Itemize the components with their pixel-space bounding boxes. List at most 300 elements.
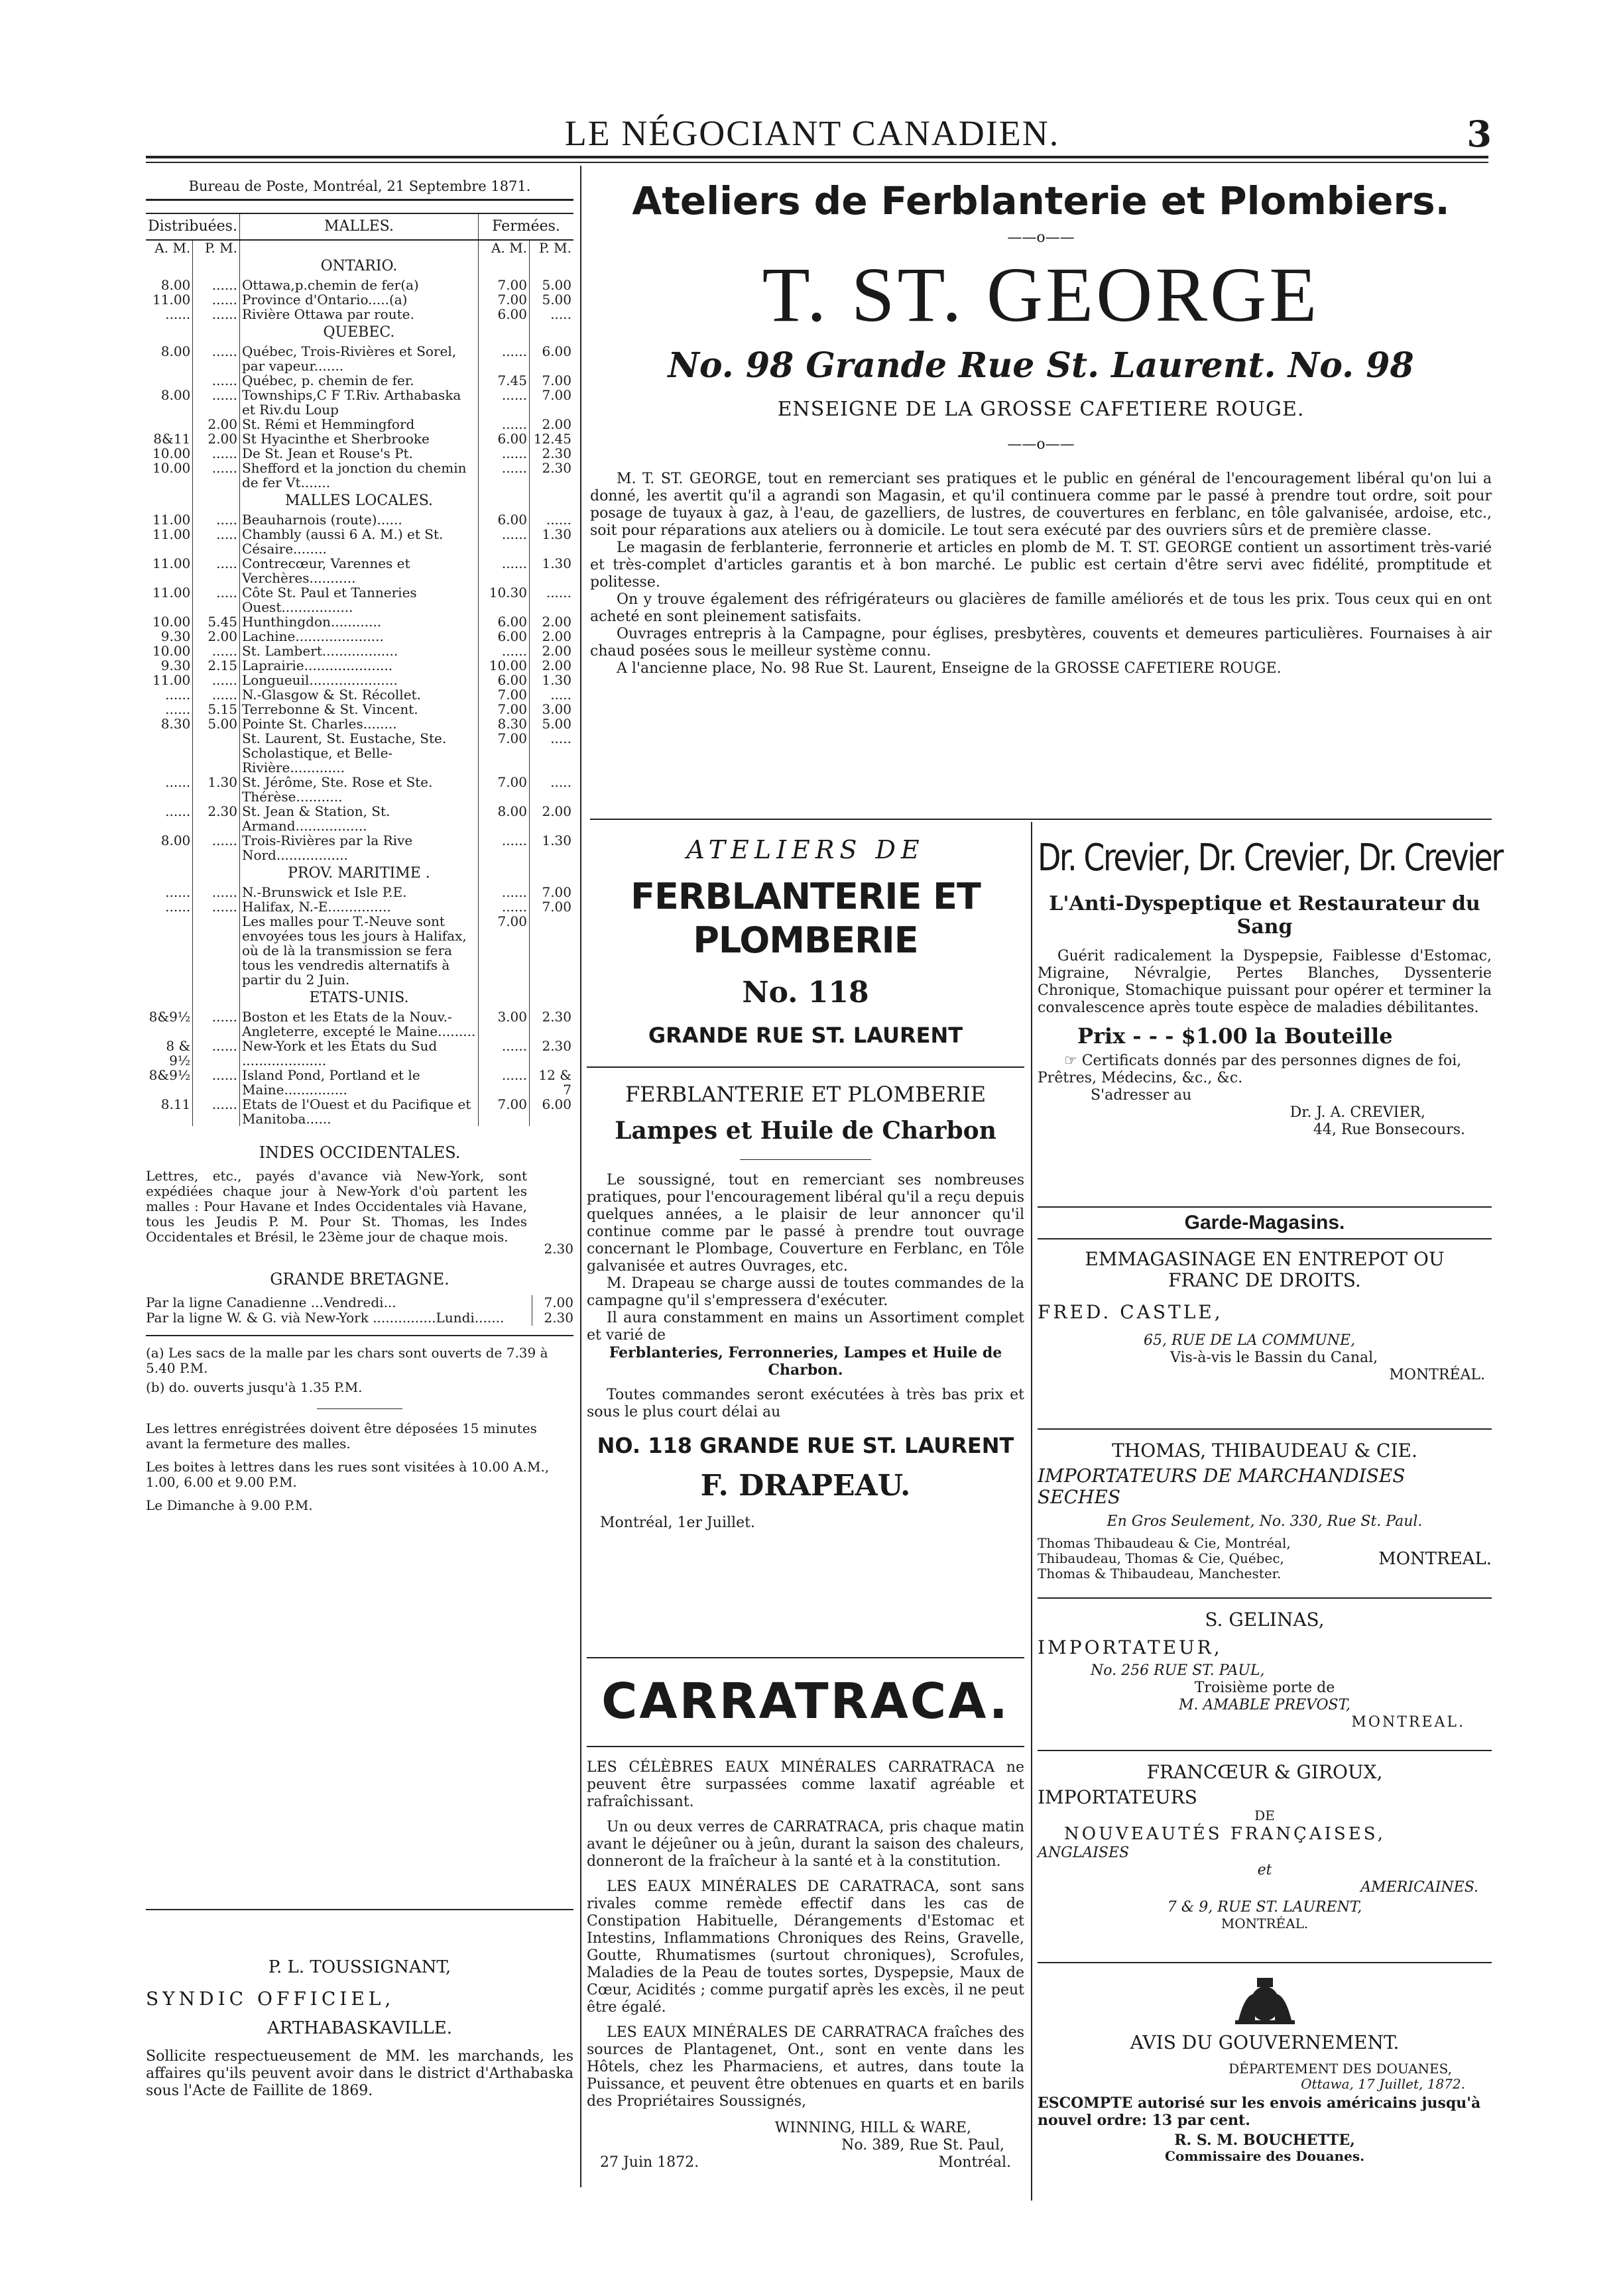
mail-row (146, 1009, 573, 1039)
distrib-am: ...... (146, 687, 193, 702)
gelinas-ad (1038, 1597, 1492, 1731)
mail-row (146, 1039, 573, 1068)
distrib-pm: ...... (193, 278, 240, 292)
st-george-sign: ENSEIGNE DE LA GROSSE CAFETIERE ROUGE. (777, 398, 1305, 421)
distrib-pm: ...... (193, 644, 240, 658)
close-am: ...... (479, 644, 530, 658)
mail-row (146, 292, 573, 307)
st-george-p2: Le magasin de ferblanterie, ferronnerie et articles en plomb de M. T. ST. GEORGE contient un assortiment très-varié et très-complet d'articles garantis et à bon marché. Le public est certain d'être servi avec fidélité, promptitude et politesse. (590, 540, 1492, 591)
distrib-am: 8&9½ (146, 1009, 193, 1039)
dash: ——o—— (1007, 229, 1075, 246)
avis-place: Ottawa, 17 Juillet, 1872. (1301, 2076, 1465, 2092)
gelinas-address: No. 256 RUE ST. PAUL, (1091, 1662, 1265, 1679)
thibaudeau-l2: Thibaudeau, Thomas & Cie, Québec, (1038, 1550, 1284, 1566)
close-am: ...... (479, 344, 530, 373)
distrib-pm (193, 731, 240, 775)
close-am: ...... (479, 885, 530, 899)
gb-close: 2.30 (544, 1310, 573, 1326)
close-pm: 2.00 (542, 416, 571, 432)
distrib-pm: 2.00 (193, 417, 240, 431)
mail-destination: Island Pond, Portland et le Maine............... (239, 1068, 478, 1097)
mail-row (146, 344, 573, 373)
distrib-am: 11.00 (146, 292, 193, 307)
gb-title: GRANDE BRETAGNE. (270, 1270, 450, 1289)
indes-close: 2.30 (544, 1241, 573, 1257)
mail-row (146, 804, 573, 833)
gelinas-title: IMPORTATEUR, (1038, 1636, 1223, 1658)
close-am: 7.00 (479, 702, 530, 717)
drapeau-number: No. 118 (742, 976, 869, 1009)
distrib-am: 11.00 (146, 556, 193, 585)
close-pm: 7.00 (542, 373, 571, 388)
thibaudeau-l3: Thomas & Thibaudeau, Manchester. (1038, 1566, 1282, 1581)
crevier-addr2: Dr. J. A. CREVIER, (1289, 1104, 1425, 1121)
distrib-pm: ...... (193, 292, 240, 307)
mail-section-label: ONTARIO. (239, 255, 478, 278)
gb-row (146, 1295, 573, 1310)
distrib-pm: 1.30 (193, 775, 240, 804)
distrib-pm: ...... (193, 1097, 240, 1126)
close-am: ...... (479, 556, 530, 585)
mail-destination: Ottawa,p.chemin de fer(a) (239, 278, 478, 292)
st-george-address: No. 98 Grande Rue St. Laurent. No. 98 (668, 345, 1414, 386)
distrib-pm: 5.45 (193, 614, 240, 629)
crevier-addr3: 44, Rue Bonsecours. (1313, 1121, 1465, 1138)
thibaudeau-l1: Thomas Thibaudeau & Cie, Montréal, (1038, 1535, 1291, 1551)
st-george-p4: Ouvrages entrepris à la Campagne, pour églises, presbytères, couvents et demeures particulières. Fournaises à air chaud posées sous le meilleur système connu. (590, 626, 1492, 660)
carratraca-p4: LES EAUX MINÉRALES DE CARRATRACA fraîches des sources de Plantagenet, Ont., sont en vente dans les Hôtels, chez les Pharmaciens, et autres, dans toute la Puissance, et peuvent être obtenues en quarts et en barils des Propriétaires Soussignés, (587, 2024, 1024, 2110)
mail-section (146, 490, 573, 512)
carratraca-signature-address: No. 389, Rue St. Paul, (841, 2137, 1004, 2153)
st-george-name: T. ST. GEORGE (762, 251, 1320, 338)
drapeau-sub1: FERBLANTERIE ET PLOMBERIE (625, 1082, 987, 1107)
mail-destination: Boston et les Etats de la Nouv.-Angleterre, excepté le Maine......... (239, 1009, 478, 1039)
close-am: 8.00 (479, 804, 530, 833)
mail-row (146, 629, 573, 644)
castle-title: Garde-Magasins. (1038, 1206, 1492, 1239)
thibaudeau-montreal: MONTREAL. (1378, 1548, 1492, 1569)
close-pm: 2.00 (542, 658, 571, 673)
mail-destination: De St. Jean et Rouse's Pt. (239, 446, 478, 461)
avis-title: AVIS DU GOUVERNEMENT. (1130, 2032, 1400, 2053)
mail-section-label: ETATS-UNIS. (239, 987, 478, 1009)
close-am: 6.00 (479, 673, 530, 687)
close-pm: 3.00 (542, 701, 571, 717)
distrib-pm (193, 914, 240, 987)
close-am: 6.00 (479, 512, 530, 527)
distrib-am: ...... (146, 899, 193, 914)
distrib-pm: ..... (193, 585, 240, 614)
am-label: A. M. (146, 240, 193, 255)
close-am: 3.00 (479, 1009, 530, 1039)
close-am: ...... (479, 1039, 530, 1068)
castle-address2: Vis-à-vis le Bassin du Canal, (1170, 1349, 1378, 1366)
close-am: 10.30 (479, 585, 530, 614)
castle-city: MONTRÉAL. (1389, 1367, 1485, 1383)
carratraca-date: 27 Juin 1872. (600, 2154, 699, 2171)
mail-destination: N.-Glasgow & St. Récollet. (239, 687, 478, 702)
section-rule (590, 819, 1492, 820)
close-pm: 6.00 (542, 343, 571, 359)
crevier-cert-text: Certificats donnés par des personnes dignes de foi, Prêtres, Médecins, &c., &c. (1038, 1053, 1462, 1086)
close-pm: ..... (550, 774, 571, 790)
mail-destination: Côte St. Paul et Tanneries Ouest................. (239, 585, 478, 614)
mail-table (146, 213, 573, 1126)
gelinas-name: S. GELINAS, (1205, 1609, 1325, 1631)
mail-section-label: PROV. MARITIME . (239, 862, 478, 885)
drapeau-p4: Toutes commandes seront exécutées à très bas prix et sous le plus court délai au (587, 1387, 1024, 1420)
crevier-subtitle: L'Anti-Dyspeptique et Restaurateur du Sang (1049, 892, 1480, 939)
distrib-pm: 2.15 (193, 658, 240, 673)
francoeur-l2: ANGLAISES (1038, 1845, 1130, 1861)
st-george-p1: M. T. ST. GEORGE, tout en remerciant ses pratiques et le public en général de l'encouragement libéral qu'on lui a donné, les avertit qu'il a agrandi son Magasin, et qu'il continuera comme par le passé à prendre tout ordre, soit pour posage de tuyaux à gaz, à l'eau, de gazelliers, de lustres, de couvertures en ferblanc, en tôle galvanisée, ardoise, etc., soit pour réparations aux ateliers ou à domicile. Le tout sera exécuté par des ouvriers sûrs et de première classe. (590, 471, 1492, 539)
mail-row (146, 461, 573, 490)
distrib-am: ...... (146, 804, 193, 833)
indes-title: INDES OCCIDENTALES. (259, 1143, 461, 1162)
mail-row (146, 702, 573, 717)
gelinas-l1: Troisième porte de (1194, 1680, 1335, 1696)
avis-dept: DÉPARTEMENT DES DOUANES, (1229, 2061, 1452, 2077)
mail-destination: Les malles pour T.-Neuve sont envoyées tous les jours à Halifax, où de là la transmission se fera tous les vendredis alternatifs à partir du 2 Juin. (239, 914, 478, 987)
distrib-pm: ..... (193, 527, 240, 556)
avis-ad (1038, 1962, 1492, 2164)
drapeau-address: NO. 118 GRANDE RUE ST. LAURENT (597, 1433, 1014, 1458)
note-b: (b) do. ouverts jusqu'à 1.35 P.M. (146, 1379, 363, 1395)
distrib-am: 9.30 (146, 629, 193, 644)
am-label: A. M. (479, 240, 530, 255)
st-george-p3: On y trouve également des réfrigérateurs ou glacières de famille améliorés et de tous les prix. Tous ceux qui en ont acheté en sont pleinement satisfaits. (590, 591, 1492, 625)
close-pm: 2.00 (542, 614, 571, 630)
thibaudeau-line: IMPORTATEURS DE MARCHANDISES SECHES (1038, 1465, 1406, 1508)
close-am: 6.00 (479, 614, 530, 629)
close-pm: ..... (550, 730, 571, 746)
mail-destination: St. Rémi et Hemmingford (239, 417, 478, 431)
mail-destination: Laprairie..................... (239, 658, 478, 673)
drapeau-headline: FERBLANTERIE ET PLOMBERIE (630, 876, 981, 961)
mail-destination: Longueuil..................... (239, 673, 478, 687)
castle-address: 65, RUE DE LA COMMUNE, (1144, 1332, 1356, 1349)
mail-section (146, 862, 573, 885)
close-pm (530, 914, 574, 987)
close-am: ...... (479, 899, 530, 914)
mail-destination: Pointe St. Charles........ (239, 717, 478, 731)
close-am: ...... (479, 417, 530, 431)
close-pm: 5.00 (542, 277, 571, 293)
close-am: ...... (479, 833, 530, 862)
mail-row (146, 307, 573, 321)
mail-destination: Hunthingdon............ (239, 614, 478, 629)
distrib-am: 9.30 (146, 658, 193, 673)
gelinas-city: MONTREAL. (1351, 1714, 1465, 1731)
mail-row (146, 446, 573, 461)
note-sunday: Le Dimanche à 9.00 P.M. (146, 1497, 313, 1513)
close-pm: 2.30 (542, 445, 571, 461)
close-pm: 2.30 (542, 460, 571, 476)
st-george-ad (590, 178, 1492, 677)
mail-row (146, 673, 573, 687)
mail-destination: Lachine..................... (239, 629, 478, 644)
mail-destination: New-York et les Etats du Sud .................... (239, 1039, 478, 1068)
mail-section (146, 987, 573, 1009)
close-pm: 2.00 (542, 803, 571, 819)
toussignant-title: SYNDIC OFFICIEL, (146, 1988, 395, 2010)
mail-destination: Halifax, N.-E............... (239, 899, 478, 914)
close-am: 7.00 (479, 687, 530, 702)
pm-label: P. M. (539, 240, 571, 256)
distrib-pm: ...... (193, 687, 240, 702)
distrib-pm: ...... (193, 373, 240, 388)
distrib-am: 8.00 (146, 388, 193, 417)
avis-signature-title: Commissaire des Douanes. (1164, 2148, 1365, 2164)
distrib-pm: ...... (193, 1009, 240, 1039)
post-office-schedule (146, 178, 573, 1513)
distrib-am: 10.00 (146, 644, 193, 658)
distrib-pm: ...... (193, 344, 240, 373)
francoeur-l3: AMERICAINES. (1360, 1879, 1478, 1896)
gb-close: 7.00 (544, 1294, 573, 1310)
column-divider (580, 166, 581, 2187)
distrib-am: 8.30 (146, 717, 193, 731)
mail-row (146, 527, 573, 556)
mail-row (146, 614, 573, 629)
distrib-pm: 2.00 (193, 629, 240, 644)
close-pm: 1.30 (542, 672, 571, 688)
close-pm: 7.00 (542, 884, 571, 900)
distrib-pm: 2.00 (193, 431, 240, 446)
mail-row (146, 556, 573, 585)
distrib-am: 10.00 (146, 446, 193, 461)
mail-destination: Trois-Rivières par la Rive Nord................. (239, 833, 478, 862)
distrib-pm: 5.00 (193, 717, 240, 731)
close-am: 7.00 (479, 278, 530, 292)
drapeau-ad (587, 829, 1024, 1532)
carratraca-p1: LES CÉLÈBRES EAUX MINÉRALES CARRATRACA ne peuvent être surpassées comme laxatif agréable et rafraîchissant. (587, 1759, 1024, 1810)
mail-section-label: MALLES LOCALES. (239, 490, 478, 512)
mail-section (146, 255, 573, 278)
mail-row (146, 775, 573, 804)
distrib-am: 10.00 (146, 614, 193, 629)
carratraca-city: Montréal. (938, 2154, 1011, 2171)
drapeau-sub2: Lampes et Huile de Charbon (615, 1117, 996, 1145)
mail-destination: St. Jean & Station, St. Armand................. (239, 804, 478, 833)
mail-row (146, 1097, 573, 1126)
mail-row (146, 885, 573, 899)
distrib-am: ...... (146, 885, 193, 899)
mail-destination: N.-Brunswick et Isle P.E. (239, 885, 478, 899)
drapeau-p1: Le soussigné, tout en remerciant ses nombreuses pratiques, pour l'encouragement libéral qu'il a reçu depuis quelques années, a le plaisir de leur annoncer qu'il continue comme par le passé à prendre tout ouvrage concernant le Plombage, Couverture en Ferblanc, en Tôle galvanisée et autres Ouvrages, etc. (587, 1172, 1024, 1275)
distrib-pm: ...... (193, 833, 240, 862)
crevier-certificates (1038, 1053, 1492, 1087)
close-pm: 5.00 (542, 292, 571, 308)
carratraca-title: CARRATRACA. (601, 1673, 1010, 1730)
close-am: 7.00 (479, 731, 530, 775)
mail-destination: Rivière Ottawa par route. (239, 307, 478, 321)
close-am: 7.00 (479, 1097, 530, 1126)
distrib-pm: ..... (193, 512, 240, 527)
mail-destination: Townships,C F T.Riv. Arthabaska et Riv.du Loup (239, 388, 478, 417)
distrib-am: 8.11 (146, 1097, 193, 1126)
mail-row (146, 833, 573, 862)
drapeau-p3: Il aura constamment en mains un Assortiment complet et varié de (587, 1310, 1024, 1344)
mail-destination: St. Jérôme, Ste. Rose et Ste. Thérèse........... (239, 775, 478, 804)
distrib-am: 11.00 (146, 512, 193, 527)
mail-destination: Etats de l'Ouest et du Pacifique et Manitoba...... (239, 1097, 478, 1126)
mail-destination: Contrecœur, Varennes et Verchères........... (239, 556, 478, 585)
francoeur-ad (1038, 1750, 1492, 1931)
distrib-am: 11.00 (146, 527, 193, 556)
col-closed: Fermées. (479, 213, 574, 240)
close-pm: 2.00 (542, 643, 571, 659)
note-a: (a) Les sacs de la malle par les chars sont ouverts de 7.39 à 5.40 P.M. (146, 1345, 548, 1376)
francoeur-title: IMPORTATEURS (1038, 1786, 1197, 1808)
close-pm: 5.00 (542, 716, 571, 732)
gelinas-l2: M. AMABLE PREVOST, (1178, 1697, 1351, 1713)
close-pm: 6.00 (542, 1096, 571, 1112)
mail-destination: Terrebonne & St. Vincent. (239, 702, 478, 717)
distrib-pm: ...... (193, 673, 240, 687)
close-am: 6.00 (479, 431, 530, 446)
castle-line2: FRANC DE DROITS. (1168, 1269, 1361, 1291)
close-am: ...... (479, 461, 530, 490)
mail-row (146, 417, 573, 431)
dash: ——o—— (1007, 436, 1075, 453)
newspaper-title: LE NÉGOCIANT CANADIEN. (564, 113, 1060, 153)
page-header (133, 113, 1492, 159)
mail-row (146, 687, 573, 702)
francoeur-city: MONTRÉAL. (1221, 1916, 1309, 1931)
mail-row (146, 431, 573, 446)
gb-route: Par la ligne W. & G. vià New-York ...............Lundi....... (146, 1310, 532, 1326)
royal-crest-icon (1038, 1974, 1492, 2030)
page-number: 3 (1467, 113, 1492, 155)
distrib-pm: ...... (193, 446, 240, 461)
distrib-pm: ...... (193, 885, 240, 899)
mail-row (146, 388, 573, 417)
close-am: 7.00 (479, 914, 530, 987)
close-pm: 2.30 (542, 1009, 571, 1025)
thibaudeau-address: En Gros Seulement, No. 330, Rue St. Paul. (1107, 1513, 1423, 1530)
francoeur-address: 7 & 9, RUE ST. LAURENT, (1167, 1899, 1362, 1916)
close-am: 7.00 (479, 292, 530, 307)
carratraca-ad (587, 1657, 1024, 2171)
francoeur-de: DE (1254, 1808, 1275, 1823)
close-am: 10.00 (479, 658, 530, 673)
close-pm: 1.30 (542, 832, 571, 848)
distrib-am: 8 & 9½ (146, 1039, 193, 1068)
close-am: 7.00 (479, 775, 530, 804)
mail-section-label: QUEBEC. (239, 321, 478, 344)
crevier-price: Prix - - - $1.00 la Bouteille (1077, 1023, 1393, 1049)
drapeau-date: Montréal, 1er Juillet. (600, 1515, 755, 1531)
distrib-am: 11.00 (146, 585, 193, 614)
st-george-title: Ateliers de Ferblanterie et Plombiers. (632, 178, 1450, 223)
toussignant-place: ARTHABASKAVILLE. (267, 2018, 453, 2038)
avis-text: ESCOMPTE autorisé sur les envois américains jusqu'à nouvel ordre: 13 par cent. (1038, 2095, 1481, 2129)
mail-row (146, 914, 573, 987)
distrib-am (146, 914, 193, 987)
mail-destination: Chambly (aussi 6 A. M.) et St. Césaire........ (239, 527, 478, 556)
close-pm: 1.30 (542, 555, 571, 571)
castle-line1: EMMAGASINAGE EN ENTREPOT OU (1085, 1248, 1445, 1270)
close-pm: 12.45 (533, 431, 571, 447)
francoeur-et: et (1257, 1862, 1272, 1878)
mail-destination: St. Lambert.................. (239, 644, 478, 658)
mail-destination: St. Laurent, St. Eustache, Ste. Scholastique, et Belle-Rivière............. (239, 731, 478, 775)
distrib-am: 8.00 (146, 833, 193, 862)
close-am: 6.00 (479, 307, 530, 321)
close-am: ...... (479, 388, 530, 417)
col-distributed: Distribuées. (146, 213, 239, 240)
distrib-am: 10.00 (146, 461, 193, 490)
crevier-title: Dr. Crevier, Dr. Crevier, Dr. Crevier (1038, 836, 1502, 880)
post-office-caption: Bureau de Poste, Montréal, 21 Septembre 1871. (188, 178, 531, 194)
mail-row (146, 278, 573, 292)
distrib-pm: 5.15 (193, 702, 240, 717)
header-rule (146, 156, 1488, 158)
mail-destination: Beauharnois (route)...... (239, 512, 478, 527)
drapeau-p2: M. Drapeau se charge aussi de toutes commandes de la campagne qu'il s'empressera d'exécuter. (587, 1275, 1024, 1309)
close-pm: 7.00 (542, 899, 571, 915)
column-divider (1031, 822, 1032, 2201)
distrib-am: ...... (146, 702, 193, 717)
crevier-addr1: S'adresser au (1091, 1087, 1192, 1104)
mail-row (146, 644, 573, 658)
indes-text: Lettres, etc., payés d'avance vià New-York, sont expédiées chaque jour à New-York d'où partent les malles : Pour Havane et Indes Occidentales vià Havane, tous les Jeudis P. M. Pour St. Thomas, les Indes Occidentales et Brésil, le 23ème jour de chaque mois. (146, 1168, 527, 1245)
francoeur-l1: NOUVEAUTÉS FRANÇAISES, (1064, 1824, 1386, 1844)
close-pm: ...... (546, 512, 571, 528)
distrib-am: ...... (146, 307, 193, 321)
toussignant-name: P. L. TOUSSIGNANT, (268, 1957, 451, 1977)
close-am: ...... (479, 446, 530, 461)
crevier-text: Guérit radicalement la Dyspepsie, Faiblesse d'Estomac, Migraine, Névralgie, Pertes Blanches, Dyssenterie Chronique, Stomachique puissant pour opérer et terminer la convalescence après toute espèce de maladies débilitantes. (1038, 948, 1492, 1016)
castle-name: FRED. CASTLE, (1038, 1301, 1223, 1323)
pm-label: P. M. (193, 240, 240, 255)
close-pm: ..... (550, 306, 571, 322)
carratraca-p2: Un ou deux verres de CARRATRACA, pris chaque matin avant le déjeûner ou à jeûn, durant la saison des chaleurs, donneront de la fraîcheur à la santé et à la constitution. (587, 1819, 1024, 1870)
carratraca-signature: WINNING, HILL & WARE, (774, 2120, 971, 2136)
close-am: ...... (479, 527, 530, 556)
pointing-hand-icon: ☞ (1064, 1053, 1082, 1069)
mail-section (146, 321, 573, 344)
distrib-am: 11.00 (146, 673, 193, 687)
mail-destination: Québec, p. chemin de fer. (239, 373, 478, 388)
toussignant-text: Sollicite respectueusement de MM. les marchands, les affaires qu'ils peuvent avoir dans le district d'Arthabaska sous l'Acte de Faillite de 1869. (146, 2048, 573, 2099)
mail-row (146, 373, 573, 388)
col-mails: MALLES. (239, 213, 478, 240)
drapeau-name: F. DRAPEAU. (700, 1469, 911, 1503)
close-am: ...... (479, 1068, 530, 1097)
castle-ad (1038, 1206, 1492, 1384)
drapeau-street: GRANDE RUE ST. LAURENT (648, 1023, 963, 1048)
close-pm: ...... (546, 585, 571, 601)
close-pm: 7.00 (542, 387, 571, 403)
mail-destination: Shefford et la jonction du chemin de fer Vt....... (239, 461, 478, 490)
avis-signature: R. S. M. BOUCHETTE, (1174, 2132, 1355, 2149)
mail-row (146, 585, 573, 614)
toussignant-ad (146, 1909, 573, 2100)
distrib-am (146, 417, 193, 431)
mail-row (146, 658, 573, 673)
distrib-am: 8&11 (146, 431, 193, 446)
thibaudeau-name: THOMAS, THIBAUDEAU & CIE. (1112, 1440, 1417, 1462)
gb-row (146, 1310, 573, 1326)
gb-route: Par la ligne Canadienne ...Vendredi... (146, 1295, 532, 1310)
drapeau-ateliers: ATELIERS DE (686, 835, 925, 864)
distrib-pm: ...... (193, 461, 240, 490)
mail-destination: St Hyacinthe et Sherbrooke (239, 431, 478, 446)
mail-row (146, 731, 573, 775)
header-rule-thin (146, 162, 1488, 163)
